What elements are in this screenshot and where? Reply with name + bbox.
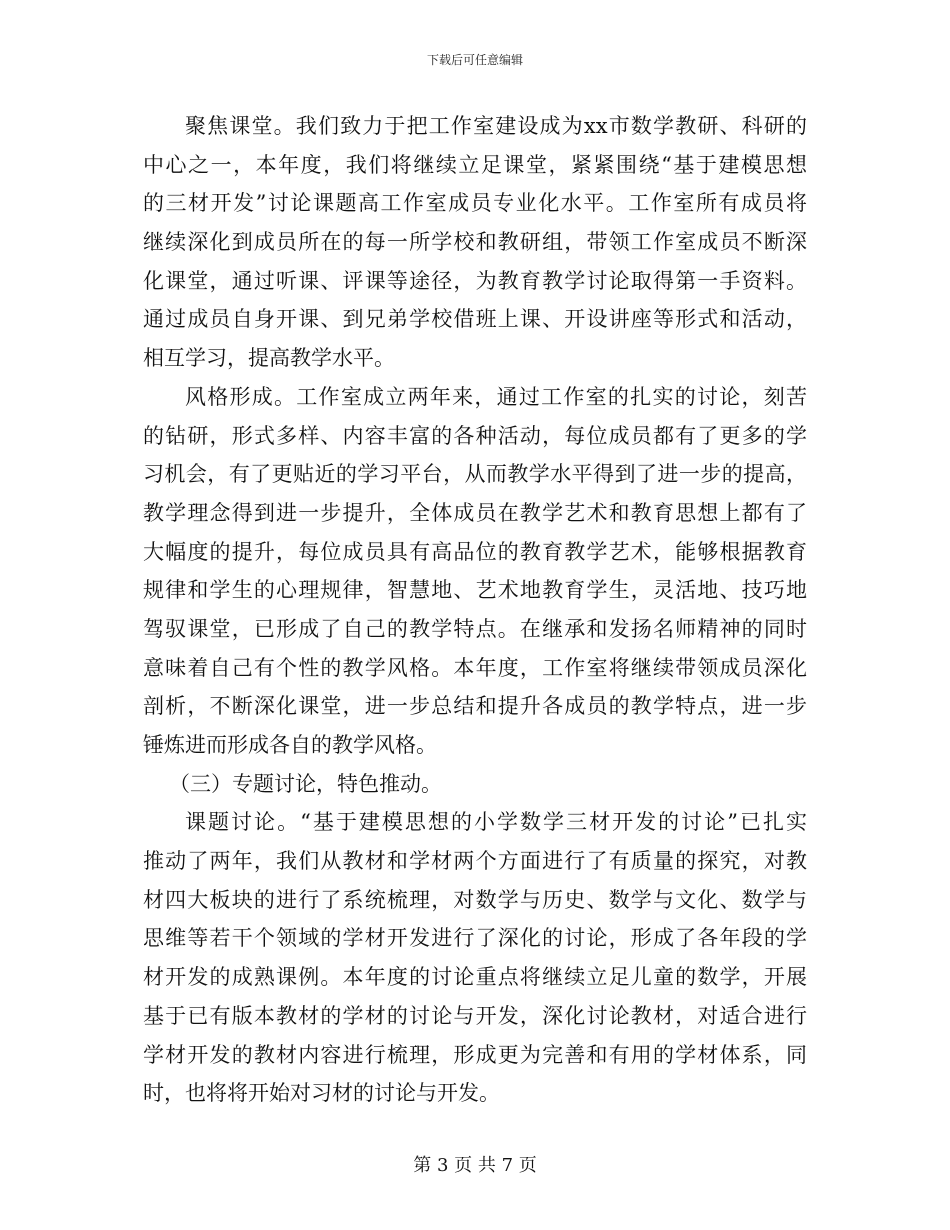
text-line: 基于已有版本教材的学材的讨论与开发，深化讨论教材，对适合进行 xyxy=(143,1003,807,1028)
text-line: 风格形成。工作室成立两年来，通过工作室的扎实的讨论，刻苦 xyxy=(185,384,807,409)
text-line: 课题讨论。“基于建模思想的小学数学三材开发的讨论”已扎实 xyxy=(185,810,807,835)
text-line: 中心之一，本年度，我们将继续立足课堂，紧紧围绕“基于建模思想 xyxy=(143,152,807,177)
text-line: 大幅度的提升，每位成员具有高品位的教育教学艺术，能够根据教育 xyxy=(143,539,807,564)
text-line: 时，也将将开始对习材的讨论与开发。 xyxy=(143,1081,500,1106)
section-heading: （三）专题讨论，特色推动。 xyxy=(169,771,442,796)
page-number-footer: 第 3 页 共 7 页 xyxy=(413,1155,537,1176)
text-line: 教学理念得到进一步提升，全体成员在教学艺术和教育思想上都有了 xyxy=(143,500,807,525)
text-line: 习机会，有了更贴近的学习平台，从而教学水平得到了进一步的提高， xyxy=(143,462,807,487)
text-line: 思维等若干个领域的学材开发进行了深化的讨论，形成了各年段的学 xyxy=(143,926,807,951)
text-line: 材开发的成熟课例。本年度的讨论重点将继续立足儿童的数学，开展 xyxy=(143,965,807,990)
text-line: 相互学习，提高教学水平。 xyxy=(143,346,395,371)
text-line: 继续深化到成员所在的每一所学校和教研组，带领工作室成员不断深 xyxy=(143,230,807,255)
text-line: 材四大板块的进行了系统梳理，对数学与历史、数学与文化、数学与 xyxy=(143,887,807,912)
text-line: 驾驭课堂，已形成了自己的教学特点。在继承和发扬名师精神的同时 xyxy=(143,616,807,641)
paragraph-style-formation xyxy=(143,378,807,765)
text-line: 规律和学生的心理规律，智慧地、艺术地教育学生，灵活地、技巧地 xyxy=(143,578,807,603)
page-header-note: 下载后可任意编辑 xyxy=(426,53,523,67)
section-heading-special-topic xyxy=(143,765,807,804)
text-line: 的钻研，形式多样、内容丰富的各种活动，每位成员都有了更多的学 xyxy=(143,423,807,448)
text-line: 聚焦课堂。我们致力于把工作室建设成为xx市数学教研、科研的 xyxy=(185,114,807,138)
paragraph-topic-discussion xyxy=(143,803,807,1113)
text-line: 意味着自己有个性的教学风格。本年度，工作室将继续带领成员深化 xyxy=(143,655,807,680)
text-line: 学材开发的教材内容进行梳理，形成更为完善和有用的学材体系，同 xyxy=(143,1042,807,1067)
text-line: 锤炼进而形成各自的教学风格。 xyxy=(143,733,437,757)
text-line: 推动了两年，我们从教材和学材两个方面进行了有质量的探究，对教 xyxy=(143,849,807,874)
text-line: 的三材开发”讨论课题高工作室成员专业化水平。工作室所有成员将 xyxy=(143,191,807,216)
paragraph-focus-classroom xyxy=(143,107,807,378)
text-line: 通过成员自身开课、到兄弟学校借班上课、开设讲座等形式和活动， xyxy=(143,307,807,332)
text-line: 剖析，不断深化课堂，进一步总结和提升各成员的教学特点，进一步 xyxy=(143,694,807,719)
text-line: 化课堂，通过听课、评课等途径，为教育教学讨论取得第一手资料。 xyxy=(143,268,807,293)
document-body xyxy=(143,107,807,1113)
